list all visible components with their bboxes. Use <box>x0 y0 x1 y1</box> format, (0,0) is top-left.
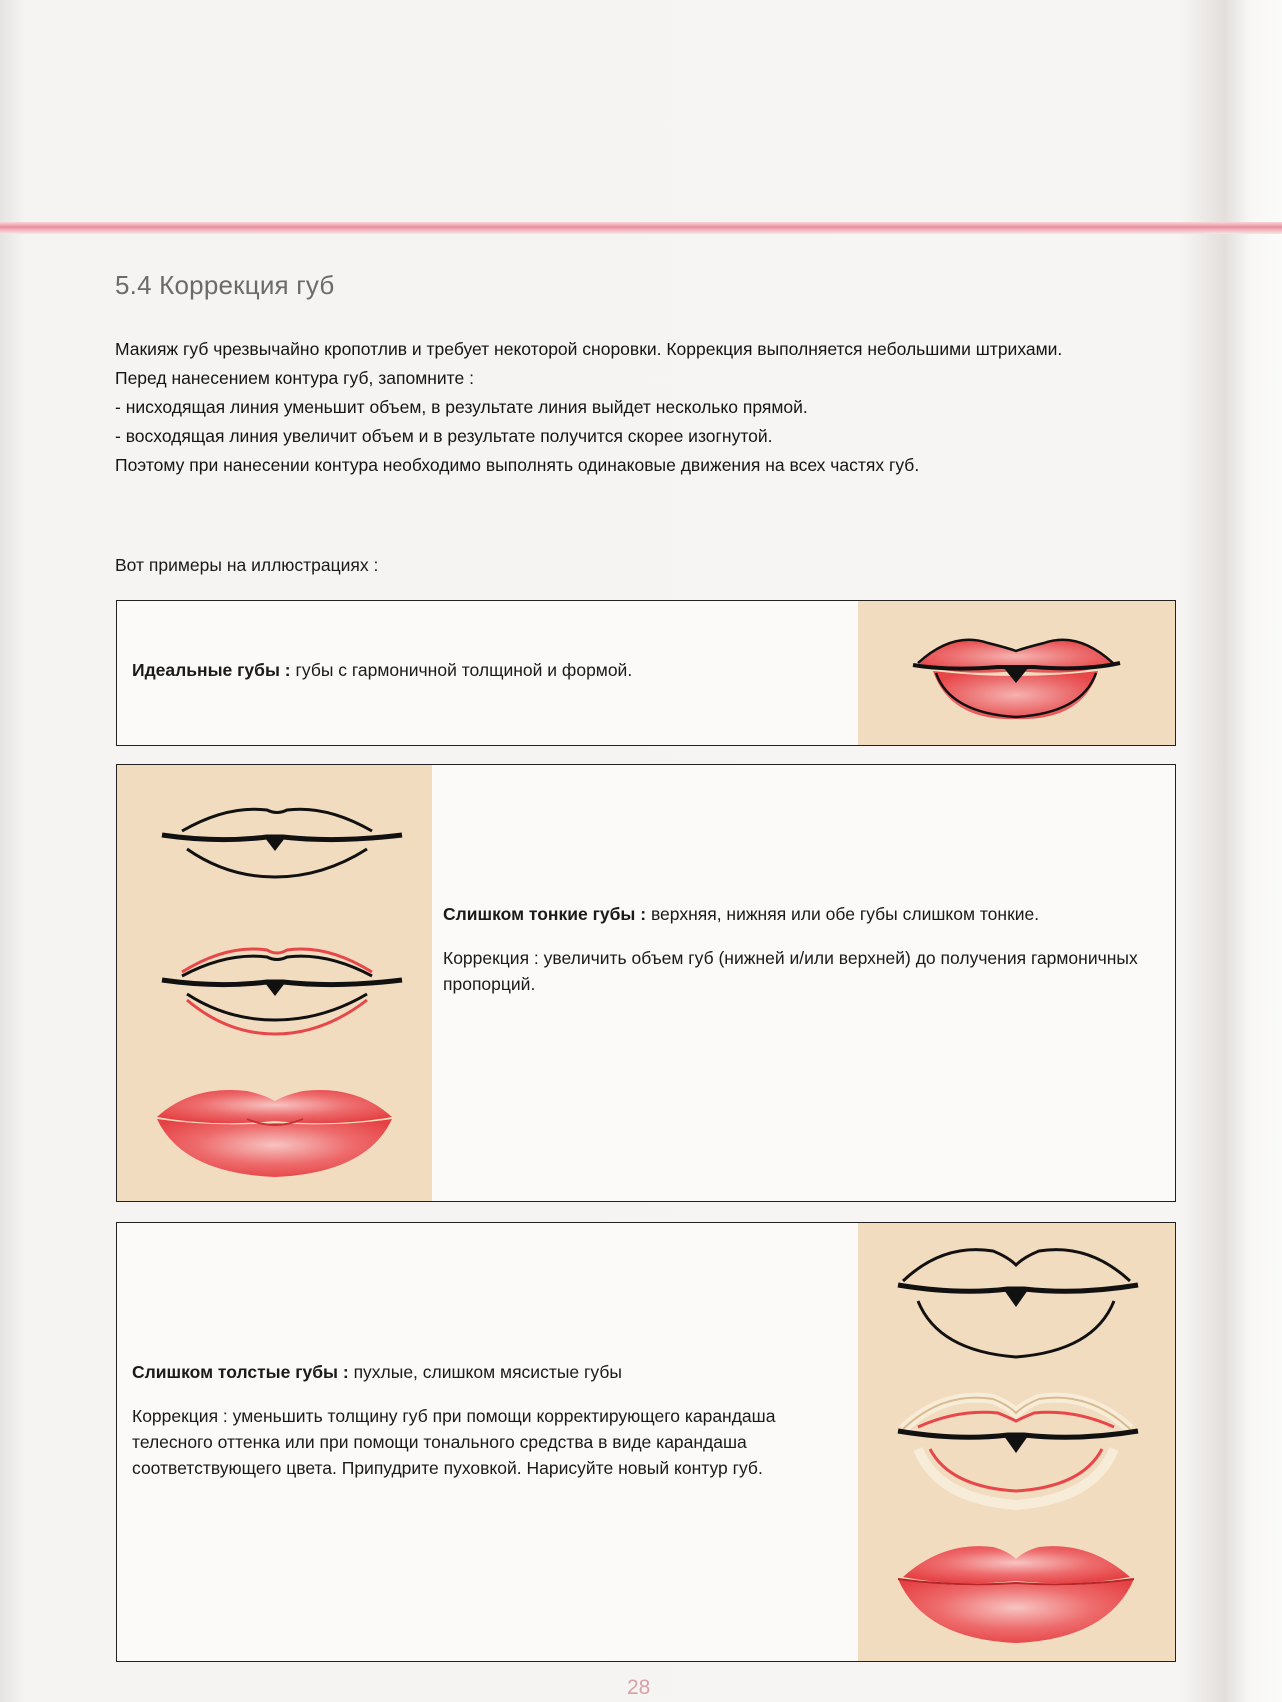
thick-lips-correction: Коррекция : уменьшить толщину губ при помощи корректирующего карандаша телесного оттенка или при помощи тонального средства в виде карандаша соответствующего цвета. Припудрите пуховкой. Нарисуйте новый контур губ. <box>132 1406 776 1478</box>
ideal-lips-description: губы с гармоничной толщиной и формой. <box>295 660 633 680</box>
intro-line: Перед нанесением контура губ, запомните : <box>115 368 474 388</box>
thick-lips-description: пухлые, слишком мясистые губы <box>353 1362 622 1382</box>
thick-lips-outline-illustration <box>858 1223 1175 1369</box>
ideal-lips-text <box>132 657 832 683</box>
thin-lips-description: верхняя, нижняя или обе губы слишком тонкие. <box>650 904 1040 924</box>
section-title: 5.4 Коррекция губ <box>115 270 335 300</box>
header-rule <box>0 222 1282 234</box>
thin-lips-outline-illustration <box>117 765 432 910</box>
thick-lips-correction-illustration <box>858 1369 1175 1515</box>
thin-lips-text <box>443 901 1143 997</box>
intro-line: Макияж губ чрезвычайно кропотлив и требует некоторой сноровки. Коррекция выполняется небольшими штрихами. <box>115 339 1063 359</box>
ideal-lips-box <box>116 600 1176 746</box>
thin-lips-box <box>116 764 1176 1202</box>
intro-line: - нисходящая линия уменьшит объем, в результате линия выйдет несколько прямой. <box>115 397 808 417</box>
thick-lips-heading: Слишком толстые губы : <box>132 1362 349 1382</box>
thick-lips-text <box>132 1359 832 1481</box>
thin-lips-result-illustration <box>117 1055 432 1201</box>
thin-lips-heading: Слишком тонкие губы : <box>443 904 647 924</box>
ideal-lips-illustration <box>858 601 1175 745</box>
examples-label: Вот примеры на иллюстрациях : <box>115 555 379 575</box>
thick-lips-box <box>116 1222 1176 1662</box>
thin-lips-correction: Коррекция : увеличить объем губ (нижней и/или верхней) до получения гармоничных пропорций. <box>443 948 1138 994</box>
thin-lips-correction-illustration <box>117 910 432 1055</box>
intro-text <box>115 335 1175 480</box>
page-number: 28 <box>627 1676 651 1699</box>
intro-line: - восходящая линия увеличит объем и в результате получится скорее изогнутой. <box>115 426 773 446</box>
thick-lips-result-illustration <box>858 1515 1175 1661</box>
ideal-lips-heading: Идеальные губы : <box>132 660 291 680</box>
intro-line: Поэтому при нанесении контура необходимо выполнять одинаковые движения на всех частях губ. <box>115 455 920 475</box>
